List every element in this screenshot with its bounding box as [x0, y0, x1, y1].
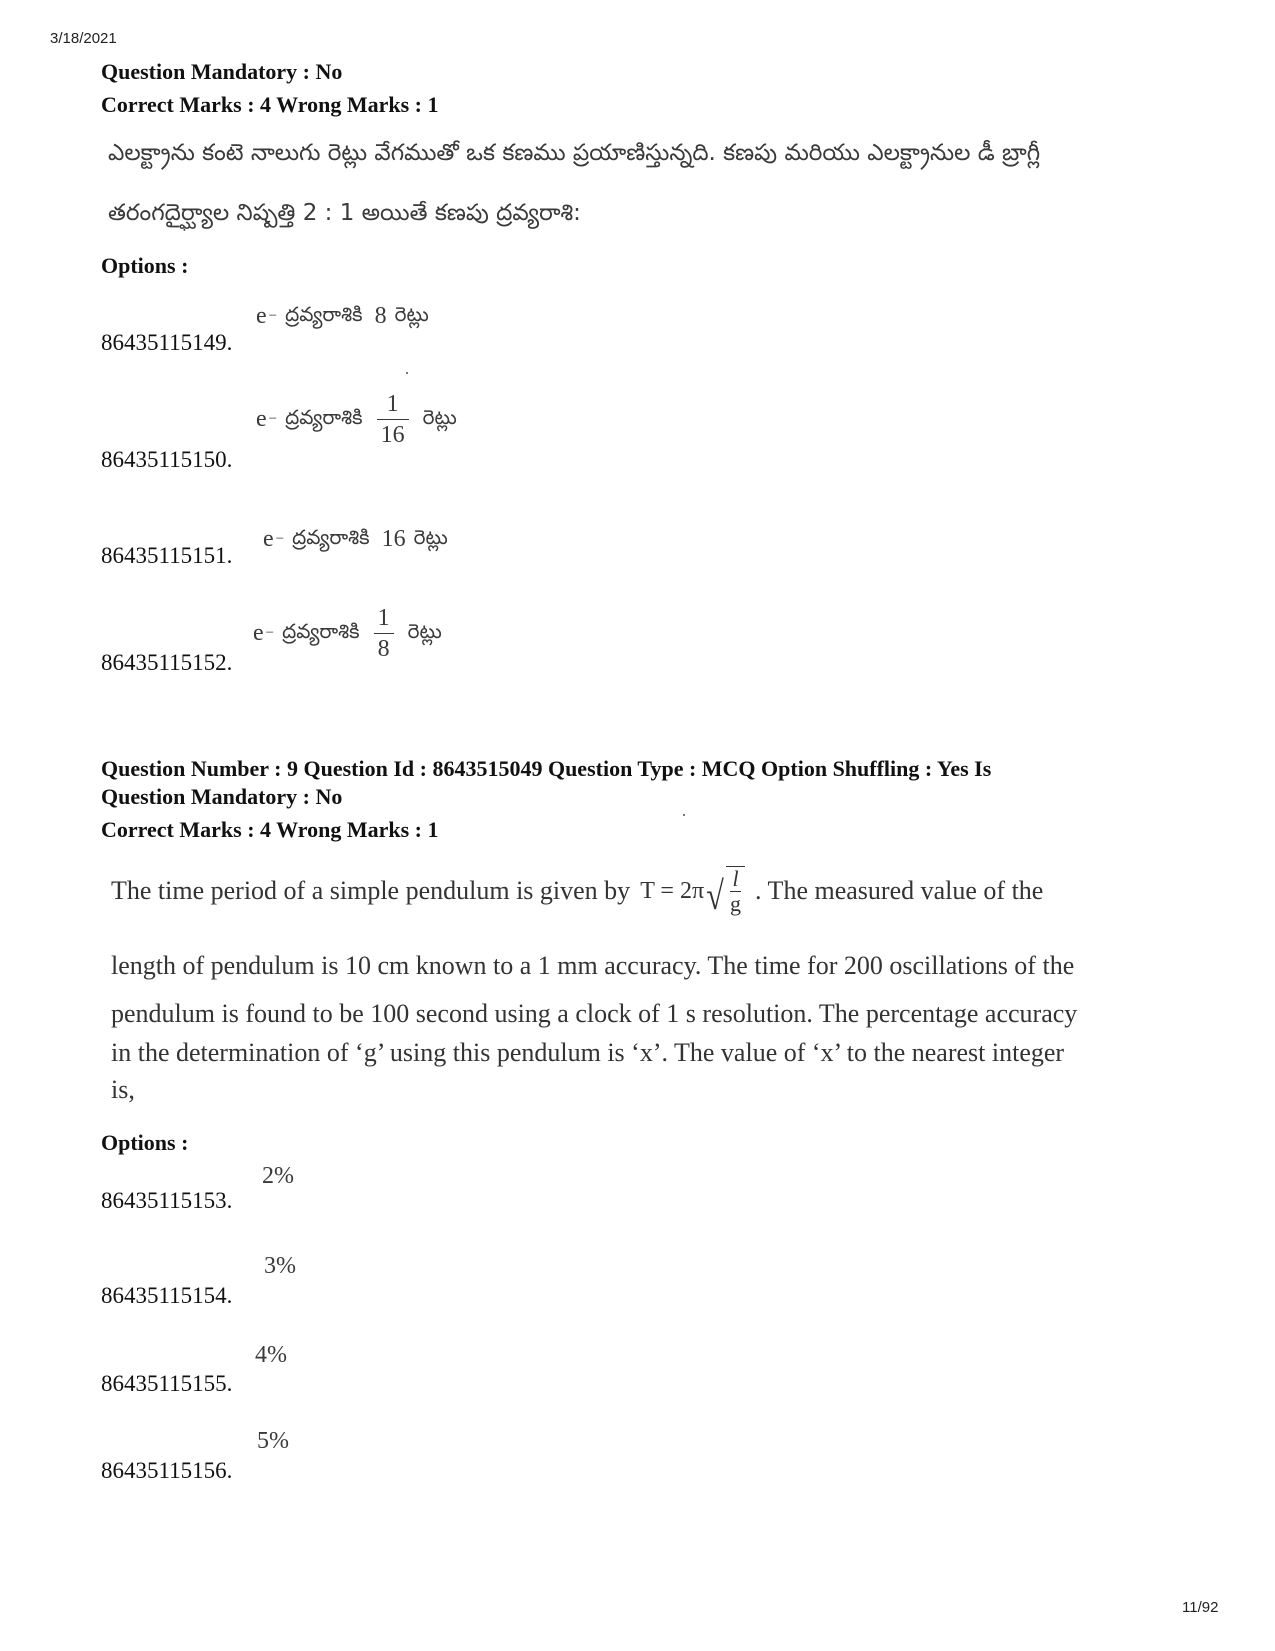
- q8-option-2-fraction: $\frac{1}{16}$: [377, 392, 409, 447]
- q9-options-label: Options :: [101, 1130, 189, 1155]
- q8-option-1-value: e − ద్రవ్యరాశికి 8 రెట్లు: [256, 302, 429, 329]
- q8-options-label: Options :: [101, 253, 189, 278]
- q9-option-1-id: 86435115153.: [101, 1188, 233, 1213]
- q8-option-4-id: 86435115152.: [101, 650, 233, 675]
- q8-option-1-id: 86435115149.: [101, 330, 233, 355]
- q9-mandatory: Question Mandatory : No: [101, 784, 343, 809]
- q9-option-3-id: 86435115155.: [101, 1371, 233, 1396]
- scan-speck: [406, 372, 408, 374]
- q8-question-line-1: ఎలక్ట్రాను కంటె నాలుగు రెట్లు వేగముతో ఒక కణము ప్రయాణిస్తున్నది. కణపు మరియు ఎలక్ట్రానుల డీ బ్రాగ్లీ: [108, 140, 1041, 166]
- q8-mandatory: Question Mandatory : No: [101, 59, 343, 84]
- q9-option-3-value: 4%: [255, 1342, 287, 1368]
- scan-speck: [683, 814, 685, 816]
- q9-option-2-value: 3%: [264, 1253, 296, 1279]
- q8-option-2-value: e − ద్రవ్యరాశికి $\frac{1}{16}$ రెట్లు: [256, 391, 457, 448]
- q9-option-1-value: 2%: [262, 1163, 294, 1189]
- q8-option-2-id: 86435115150.: [101, 447, 233, 472]
- q9-marks: Correct Marks : 4 Wrong Marks : 1: [101, 817, 439, 842]
- q9-question-line-5: is,: [111, 1075, 135, 1104]
- q8-option-3-id: 86435115151.: [101, 543, 233, 568]
- q9-question-line-4: in the determination of ‘g’ using this pendulum is ‘x’. The value of ‘x’ to the nearest integer: [111, 1038, 1065, 1067]
- q9-option-4-value: 5%: [257, 1428, 289, 1454]
- q8-marks: Correct Marks : 4 Wrong Marks : 1: [101, 92, 439, 117]
- q9-question-line-2: length of pendulum is 10 cm known to a 1 mm accuracy. The time for 200 oscillations of the: [111, 951, 1075, 980]
- q9-question-line-1: The time period of a simple pendulum is given by T = 2π √ l g . The measured value of the: [111, 866, 1044, 918]
- q9-header: Question Number : 9 Question Id : 8643515049 Question Type : MCQ Option Shuffling : Yes Is: [101, 756, 992, 781]
- q9-option-2-id: 86435115154.: [101, 1283, 233, 1308]
- q8-option-4-fraction: $\frac{1}{8}$: [374, 606, 394, 661]
- page-number: 11/92: [1182, 1599, 1219, 1616]
- q8-question-line-2: తరంగదైర్ఘ్యాల నిష్పత్తి 2 : 1 అయితే కణపు ద్రవ్యరాశి:: [108, 200, 581, 226]
- pendulum-formula: T = 2π √ l g: [640, 866, 745, 916]
- q8-option-3-value: e − ద్రవ్యరాశికి 16 రెట్లు: [263, 525, 448, 552]
- print-date: 3/18/2021: [50, 30, 117, 47]
- q9-option-4-id: 86435115156.: [101, 1458, 233, 1483]
- q8-option-4-value: e − ద్రవ్యరాశికి $\frac{1}{8}$ రెట్లు: [253, 605, 442, 662]
- q9-question-line-3: pendulum is found to be 100 second using a clock of 1 s resolution. The percentage accuracy: [111, 999, 1078, 1028]
